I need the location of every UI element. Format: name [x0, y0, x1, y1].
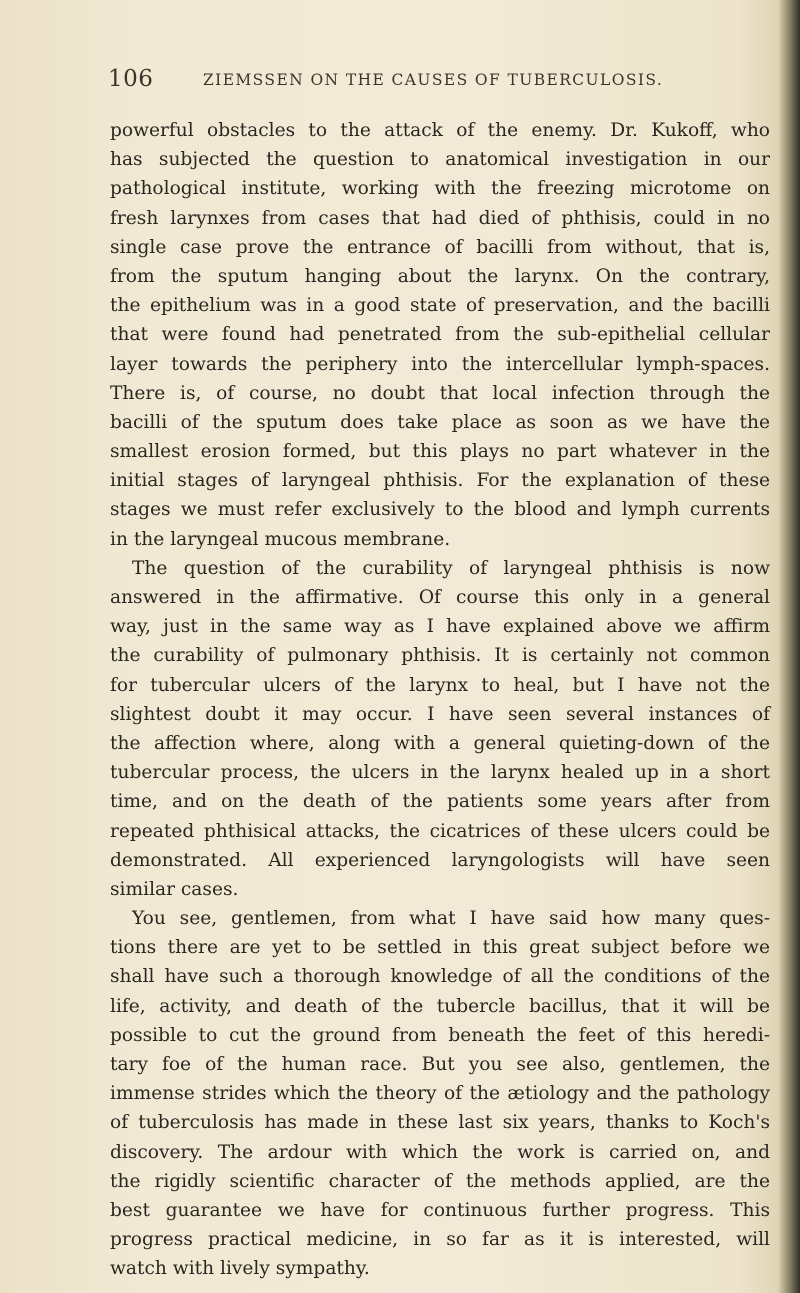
text-line: slightest doubt it may occur. I have seen several instances of — [110, 703, 770, 725]
text-line: demonstrated. All experienced laryngologists will have seen — [110, 849, 770, 871]
text-line: the curability of pulmonary phthisis. It is certainly not common — [110, 645, 770, 667]
text-line: There is, of course, no doubt that local infection through the — [110, 382, 770, 404]
text-line: The question of the curability of laryngeal phthisis is now — [132, 557, 770, 579]
text-line: life, activity, and death of the tubercle bacillus, that it will be — [110, 995, 770, 1017]
text-line: progress practical medicine, in so far as it is interested, will — [110, 1229, 770, 1251]
text-line: immense strides which the theory of the ætiology and the pathology — [110, 1083, 770, 1105]
text-line: in the laryngeal mucous membrane. — [110, 528, 451, 550]
paragraph-1 — [110, 116, 770, 554]
paragraph-3 — [110, 904, 770, 1283]
text-line: fresh larynxes from cases that had died of phthisis, could in no — [110, 207, 770, 229]
text-line: tions there are yet to be settled in this great subject before we — [110, 937, 770, 959]
text-line: stages we must refer exclusively to the blood and lymph currents — [110, 499, 770, 521]
text-line: initial stages of laryngeal phthisis. For the explanation of these — [110, 470, 770, 492]
page-header — [108, 66, 728, 96]
text-line: watch with lively sympathy. — [110, 1258, 370, 1280]
paragraph-2 — [110, 554, 770, 904]
page-number: 106 — [108, 66, 154, 92]
text-line: bacilli of the sputum does take place as soon as we have the — [110, 411, 770, 433]
text-line: pathological institute, working with the freezing microtome on — [110, 178, 770, 200]
text-line: tubercular process, the ulcers in the larynx healed up in a short — [110, 762, 770, 784]
text-line: way, just in the same way as I have explained above we affirm — [110, 616, 770, 638]
running-head: ZIEMSSEN ON THE CAUSES OF TUBERCULOSIS. — [203, 71, 664, 89]
text-line: shall have such a thorough knowledge of all the conditions of the — [110, 966, 770, 988]
page-edge-shadow — [778, 0, 800, 1293]
text-line: similar cases. — [110, 878, 239, 900]
text-line: tary foe of the human race. But you see also, gentlemen, the — [110, 1054, 770, 1075]
text-line: single case prove the entrance of bacilli from without, that is, — [110, 236, 770, 258]
text-line: the epithelium was in a good state of preservation, and the bacilli — [110, 295, 770, 317]
text-line: answered in the affirmative. Of course this only in a general — [110, 587, 770, 608]
text-line: for tubercular ulcers of the larynx to heal, but I have not the — [110, 674, 770, 696]
text-line: time, and on the death of the patients some years after from — [110, 791, 770, 813]
text-line: of tuberculosis has made in these last six years, thanks to Koch's — [110, 1112, 770, 1134]
text-line: possible to cut the ground from beneath the feet of this heredi- — [110, 1024, 770, 1046]
text-line: the affection where, along with a general quieting-down of the — [110, 732, 770, 754]
text-line: the rigidly scientific character of the methods applied, are the — [110, 1170, 770, 1192]
text-line: layer towards the periphery into the intercellular lymph-spaces. — [110, 353, 770, 375]
text-line: that were found had penetrated from the sub-epithelial cellular — [110, 324, 770, 346]
text-line: has subjected the question to anatomical investigation in our — [110, 149, 770, 171]
text-line: smallest erosion formed, but this plays no part whatever in the — [110, 441, 770, 463]
text-line: best guarantee we have for continuous further progress. This — [110, 1199, 770, 1221]
text-line: powerful obstacles to the attack of the enemy. Dr. Kukoff, who — [110, 120, 770, 141]
text-line: from the sputum hanging about the larynx. On the contrary, — [110, 265, 770, 287]
text-line: discovery. The ardour with which the work is carried on, and — [110, 1141, 770, 1163]
text-line: You see, gentlemen, from what I have said how many ques- — [132, 908, 770, 930]
body-text — [110, 116, 770, 1284]
text-line: repeated phthisical attacks, the cicatrices of these ulcers could be — [110, 820, 770, 842]
